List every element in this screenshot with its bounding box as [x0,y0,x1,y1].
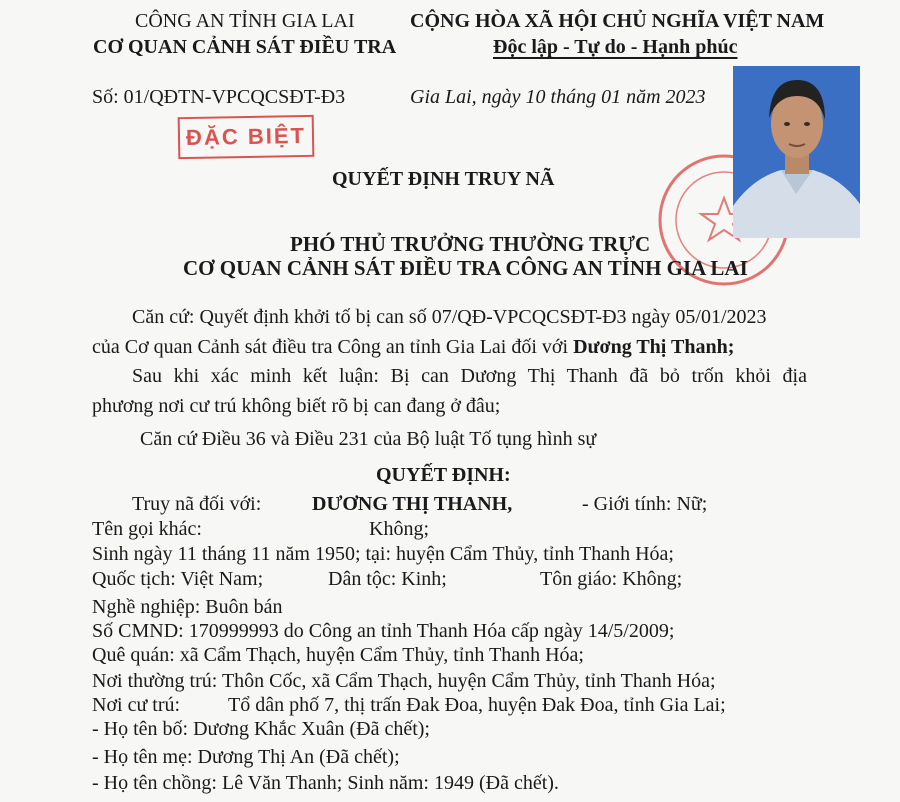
agency-name: CÔNG AN TỈNH GIA LAI [135,10,355,32]
suspect-name-inline: Dương Thị Thanh; [573,336,735,358]
mother-info: - Họ tên mẹ: Dương Thị An (Đã chết); [92,746,400,768]
basis-line-1: Căn cứ: Quyết định khởi tố bị can số 07/QĐ-VPCQCSĐT-Đ3 ngày 05/01/2023 [132,306,767,328]
occupation: Nghề nghiệp: Buôn bán [92,596,283,618]
alias-label: Tên gọi khác: [92,518,202,540]
id-card: Số CMND: 170999993 do Công an tỉnh Thanh Hóa cấp ngày 14/5/2009; [92,620,675,642]
suspect-photo [733,66,860,238]
wanted-label: Truy nã đối với: [132,493,262,515]
basis-line-4: phương nơi cư trú không biết rõ bị can đang ở đâu; [92,395,501,417]
national-title: CỘNG HÒA XÃ HỘI CHỦ NGHĨA VIỆT NAM [410,10,825,32]
document-number: Số: 01/QĐTN-VPCQCSĐT-Đ3 [92,86,346,108]
authority-title: PHÓ THỦ TRƯỞNG THƯỜNG TRỰC [290,232,651,256]
wanted-name: DƯƠNG THỊ THANH, [312,493,513,515]
agency-department: CƠ QUAN CẢNH SÁT ĐIỀU TRA [93,36,397,58]
decision-heading: QUYẾT ĐỊNH: [376,464,511,486]
residence-label: Nơi cư trú: [92,694,181,716]
husband-info: - Họ tên chồng: Lê Văn Thanh; Sinh năm: 1949 (Đã chết). [92,772,559,794]
alias-value: Không; [369,518,429,540]
national-motto: Độc lập - Tự do - Hạnh phúc [493,36,738,58]
authority-agency: CƠ QUAN CẢNH SÁT ĐIỀU TRA CÔNG AN TỈNH GIA LAI [183,256,748,280]
document-title: QUYẾT ĐỊNH TRUY NÃ [332,168,555,190]
basis-line-2: của Cơ quan Cảnh sát điều tra Công an tỉnh Gia Lai đối với Dương Thị Thanh; [92,336,735,358]
special-stamp: ĐẶC BIỆT [178,115,315,159]
religion: Tôn giáo: Không; [540,568,683,590]
birth-info: Sinh ngày 11 tháng 11 năm 1950; tại: huyện Cẩm Thủy, tỉnh Thanh Hóa; [92,543,674,565]
permanent-address: Nơi thường trú: Thôn Cốc, xã Cẩm Thạch, huyện Cẩm Thủy, tỉnh Thanh Hóa; [92,670,716,692]
father-info: - Họ tên bố: Dương Khắc Xuân (Đã chết); [92,718,430,740]
basis-line-5: Căn cứ Điều 36 và Điều 231 của Bộ luật Tố tụng hình sự [140,428,597,450]
document-date: Gia Lai, ngày 10 tháng 01 năm 2023 [410,86,706,108]
gender: - Giới tính: Nữ; [582,493,708,515]
basis-line-3: Sau khi xác minh kết luận: Bị can Dương Thị Thanh đã bỏ trốn khỏi địa [132,365,807,387]
hometown: Quê quán: xã Cẩm Thạch, huyện Cẩm Thủy, tỉnh Thanh Hóa; [92,644,584,666]
nationality: Quốc tịch: Việt Nam; [92,568,264,590]
residence-value: Tổ dân phố 7, thị trấn Đak Đoa, huyện Đak Đoa, tỉnh Gia Lai; [228,694,726,716]
ethnicity: Dân tộc: Kinh; [328,568,447,590]
